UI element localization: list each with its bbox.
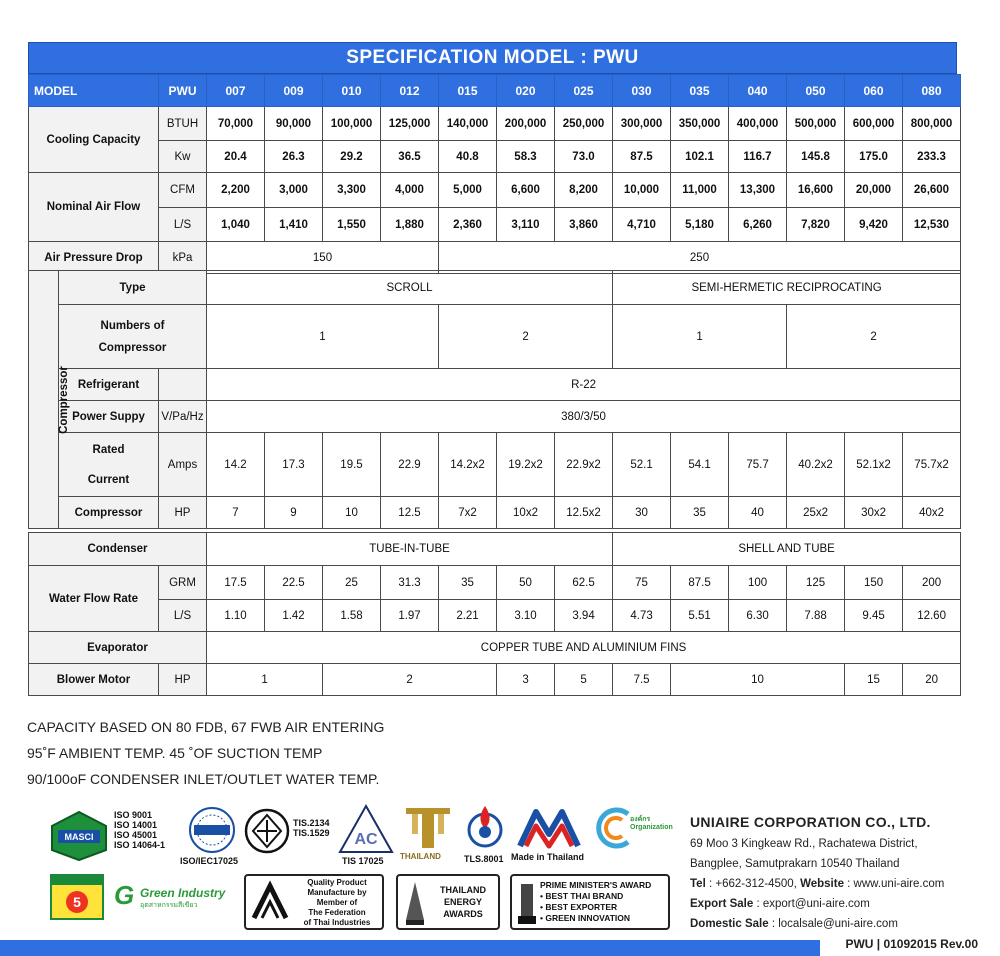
green-industry-label: Green Industry <box>140 886 226 900</box>
evaporator-label: Evaporator <box>29 632 207 664</box>
table-cell: 6,600 <box>497 173 555 208</box>
table-cell: 31.3 <box>381 566 439 600</box>
unit-hp: HP <box>159 497 207 529</box>
table-cell: 102.1 <box>671 141 729 173</box>
table-cell: 2,360 <box>439 208 497 242</box>
table-cell: 7 <box>207 497 265 529</box>
table-cell: 6,260 <box>729 208 787 242</box>
header-row <box>29 75 961 107</box>
table-cell: 22.9 <box>381 433 439 497</box>
note-line: CAPACITY BASED ON 80 FDB, 67 FWB AIR ENTERING <box>27 719 385 735</box>
model-020: 020 <box>497 75 555 107</box>
table-cell: SHELL AND TUBE <box>613 533 961 566</box>
table-cell: 10x2 <box>497 497 555 529</box>
note-line: 95˚F AMBIENT TEMP. 45 ˚OF SUCTION TEMP <box>27 745 323 761</box>
iso-item: ISO 45001 <box>114 830 158 840</box>
table-cell: SCROLL <box>207 271 613 305</box>
company-name: UNIAIRE CORPORATION CO., LTD. <box>690 814 931 830</box>
model-009: 009 <box>265 75 323 107</box>
fti-line: The Federation <box>308 908 366 917</box>
table-cell: 75 <box>613 566 671 600</box>
table-cell: 250,000 <box>555 107 613 141</box>
model-030: 030 <box>613 75 671 107</box>
table-cell: 300,000 <box>613 107 671 141</box>
table-cell: 9.45 <box>845 600 903 632</box>
table-cell: 10 <box>323 497 381 529</box>
table-cell: 87.5 <box>671 566 729 600</box>
unit-ls-water: L/S <box>159 600 207 632</box>
table-cell: 1,410 <box>265 208 323 242</box>
table-cell: 16,600 <box>787 173 845 208</box>
unit-kw: Kw <box>159 141 207 173</box>
refrigerant-row <box>29 369 961 401</box>
table-cell: 40x2 <box>903 497 961 529</box>
compressor-numbers-row <box>29 305 961 369</box>
svg-text:AC: AC <box>354 831 378 848</box>
table-cell: 200 <box>903 566 961 600</box>
tls-label: TLS.8001 <box>464 854 504 864</box>
table-cell: 25 <box>323 566 381 600</box>
table-cell: 2 <box>323 664 497 696</box>
table-cell: 75.7x2 <box>903 433 961 497</box>
energy-awards-badge <box>396 874 500 930</box>
trophy-icon <box>404 880 426 926</box>
green-industry-th: อุตสาหกรรมสีเขียว <box>140 902 198 909</box>
table-cell: 5,180 <box>671 208 729 242</box>
unit-amps: Amps <box>159 433 207 497</box>
energy-label-number: 5 <box>73 894 81 910</box>
company-domestic <box>690 914 990 934</box>
table-cell: 1.58 <box>323 600 381 632</box>
table-cell: 73.0 <box>555 141 613 173</box>
table-cell: 150 <box>845 566 903 600</box>
table-cell: 3 <box>497 664 555 696</box>
table-cell: 1 <box>207 664 323 696</box>
table-cell: 10 <box>671 664 845 696</box>
note-line: 90/100oF CONDENSER INLET/OUTLET WATER TEMP. <box>27 771 380 787</box>
company-export <box>690 894 990 914</box>
table-cell: 7,820 <box>787 208 845 242</box>
company-contact <box>690 874 990 894</box>
table-cell: COPPER TUBE AND ALUMINIUM FINS <box>207 632 961 664</box>
pm-award-item: • BEST EXPORTER <box>540 902 618 912</box>
energy-awards-text <box>430 884 496 920</box>
table-cell: 6.30 <box>729 600 787 632</box>
tis-item: TIS.2134 <box>293 818 330 828</box>
unit-hp-blower: HP <box>159 664 207 696</box>
table-cell: 175.0 <box>845 141 903 173</box>
model-015: 015 <box>439 75 497 107</box>
fti-badge <box>244 874 384 930</box>
pressure-drop-row <box>29 242 961 274</box>
model-035: 035 <box>671 75 729 107</box>
table-cell: 500,000 <box>787 107 845 141</box>
condenser-row <box>29 533 961 566</box>
pm-award-item: • BEST THAI BRAND <box>540 891 624 901</box>
compressor-table <box>28 270 961 529</box>
model-025: 025 <box>555 75 613 107</box>
table-cell: 3.94 <box>555 600 613 632</box>
tis-list <box>293 818 330 838</box>
airflow-ls-row <box>29 208 961 242</box>
table-cell: 1.97 <box>381 600 439 632</box>
domestic-email[interactable]: : localsale@uni-aire.com <box>768 918 898 930</box>
table-cell: 25x2 <box>787 497 845 529</box>
table-cell: 4.73 <box>613 600 671 632</box>
air-flow-label: Nominal Air Flow <box>29 173 159 242</box>
rated-line1: Rated <box>92 443 125 456</box>
model-010: 010 <box>323 75 381 107</box>
energy-awards-line: THAILAND <box>440 885 486 895</box>
pm-award-item: • GREEN INNOVATION <box>540 913 631 923</box>
table-cell: 20,000 <box>845 173 903 208</box>
evaporator-row <box>29 632 961 664</box>
table-cell: 100,000 <box>323 107 381 141</box>
table-cell: 12.60 <box>903 600 961 632</box>
unit-empty <box>159 369 207 401</box>
compressor-group-label: Compressor <box>57 365 70 434</box>
table-cell: 52.1x2 <box>845 433 903 497</box>
table-cell: 90,000 <box>265 107 323 141</box>
table-cell: 30x2 <box>845 497 903 529</box>
series-header: PWU <box>159 75 207 107</box>
airflow-cfm-row <box>29 173 961 208</box>
table-cell: 233.3 <box>903 141 961 173</box>
table-cell: 11,000 <box>671 173 729 208</box>
power-supply-label: Power Suppy <box>59 401 159 433</box>
table-cell: 3,860 <box>555 208 613 242</box>
table-cell: 1,040 <box>207 208 265 242</box>
unit-btuh: BTUH <box>159 107 207 141</box>
model-080: 080 <box>903 75 961 107</box>
table-cell: 8,200 <box>555 173 613 208</box>
table-cell: 35 <box>439 566 497 600</box>
table-cell: 14.2 <box>207 433 265 497</box>
table-cell: 1 <box>613 305 787 369</box>
model-012: 012 <box>381 75 439 107</box>
table-cell: 7.5 <box>613 664 671 696</box>
table-cell: 36.5 <box>381 141 439 173</box>
table-cell: 29.2 <box>323 141 381 173</box>
cooling-kw-row <box>29 141 961 173</box>
table-cell: 40 <box>729 497 787 529</box>
unit-cfm: CFM <box>159 173 207 208</box>
table-cell: 200,000 <box>497 107 555 141</box>
tis-logo <box>244 808 290 854</box>
green-industry-g-icon: G <box>114 880 135 910</box>
table-cell: 150 <box>207 242 439 274</box>
table-cell: 22.5 <box>265 566 323 600</box>
water-grm-row <box>29 566 961 600</box>
fti-text <box>292 878 382 928</box>
power-supply-row <box>29 401 961 433</box>
compressor-group <box>29 271 70 529</box>
table-cell: 4,710 <box>613 208 671 242</box>
cooling-btuh-row <box>29 107 961 141</box>
compressor-hp-label: Compressor <box>59 497 159 529</box>
table-cell: 1.10 <box>207 600 265 632</box>
table-cell: 250 <box>439 242 961 274</box>
table-cell: 26,600 <box>903 173 961 208</box>
iso-item: ISO 14064-1 <box>114 840 166 850</box>
table-cell: 350,000 <box>671 107 729 141</box>
table-cell: 5.51 <box>671 600 729 632</box>
unit-ls: L/S <box>159 208 207 242</box>
export-label: Export Sale <box>690 898 754 910</box>
table-cell: 12,530 <box>903 208 961 242</box>
table-cell: 800,000 <box>903 107 961 141</box>
table-cell: 22.9x2 <box>555 433 613 497</box>
model-007: 007 <box>207 75 265 107</box>
table-cell: 4,000 <box>381 173 439 208</box>
table-cell: 54.1 <box>671 433 729 497</box>
table-cell: 40.2x2 <box>787 433 845 497</box>
table-cell: 12.5x2 <box>555 497 613 529</box>
compressor-numbers-label <box>59 305 207 369</box>
table-cell: 26.3 <box>265 141 323 173</box>
table-cell: 15 <box>845 664 903 696</box>
pm-award-badge <box>510 874 670 930</box>
ilac-logo <box>188 806 236 854</box>
table-cell: 58.3 <box>497 141 555 173</box>
table-cell: 17.3 <box>265 433 323 497</box>
model-060: 060 <box>845 75 903 107</box>
table-cell: 17.5 <box>207 566 265 600</box>
table-cell: 7x2 <box>439 497 497 529</box>
table-cell: 1 <box>207 305 439 369</box>
compressor-hp-row <box>29 497 961 529</box>
table-cell: 5,000 <box>439 173 497 208</box>
masci-logo <box>50 810 108 862</box>
table-cell: 9,420 <box>845 208 903 242</box>
iso17025-label: ISO/IEC17025 <box>180 856 239 866</box>
model-040: 040 <box>729 75 787 107</box>
export-email[interactable]: : export@uni-aire.com <box>753 898 870 910</box>
table-cell: 7.88 <box>787 600 845 632</box>
company-info <box>690 812 990 934</box>
cooling-capacity-label: Cooling Capacity <box>29 107 159 173</box>
table-cell: 19.5 <box>323 433 381 497</box>
table-cell: 1,550 <box>323 208 381 242</box>
table-cell: 12.5 <box>381 497 439 529</box>
green-org-line: Organization <box>630 824 673 831</box>
pm-trophy-icon <box>516 880 538 926</box>
condenser-label: Condenser <box>29 533 207 566</box>
web-label: Website <box>800 878 844 890</box>
compressor-type-row <box>29 271 961 305</box>
energy-awards-line: ENERGY <box>443 897 482 907</box>
table-cell: 145.8 <box>787 141 845 173</box>
model-header: MODEL <box>29 75 159 107</box>
numbers-label-line2: Compressor <box>98 341 167 354</box>
document-code: PWU | 01092015 Rev.00 <box>845 937 978 951</box>
table-cell: 600,000 <box>845 107 903 141</box>
table-cell: 9 <box>265 497 323 529</box>
blower-row <box>29 664 961 696</box>
table-cell: 13,300 <box>729 173 787 208</box>
table-cell: 19.2x2 <box>497 433 555 497</box>
energy-awards-line: AWARDS <box>443 909 483 919</box>
table-cell: 30 <box>613 497 671 529</box>
tel-value: : +662-312-4500, <box>705 878 801 890</box>
table-cell: 10,000 <box>613 173 671 208</box>
table-cell: 2 <box>439 305 613 369</box>
unit-kpa: kPa <box>159 242 207 274</box>
tis-item: TIS.1529 <box>293 828 330 838</box>
company-address-1: 69 Moo 3 Kingkeaw Rd., Rachatewa District, <box>690 838 918 850</box>
company-address-2: Bangplee, Samutprakarn 10540 Thailand <box>690 858 900 870</box>
table-cell: 75.7 <box>729 433 787 497</box>
compressor-type-label: Type <box>59 271 207 305</box>
web-value[interactable]: : www.uni-aire.com <box>843 878 945 890</box>
table-cell: 2 <box>787 305 961 369</box>
thailand-trusted-logo <box>402 806 454 850</box>
table-cell: 40.8 <box>439 141 497 173</box>
table-cell: TUBE-IN-TUBE <box>207 533 613 566</box>
fti-line: Member of <box>316 898 358 907</box>
spec-table <box>28 74 961 274</box>
unit-power: V/Pa/Hz <box>159 401 207 433</box>
energy-label-logo <box>50 874 104 920</box>
table-cell: 52.1 <box>613 433 671 497</box>
fti-line: of Thai Industries <box>303 918 371 927</box>
table-cell: 1,880 <box>381 208 439 242</box>
made-in-thailand-label: Made in Thailand <box>511 852 585 862</box>
rated-current-row <box>29 433 961 497</box>
fti-icon <box>250 882 290 922</box>
thailand-trusted-label: THAILAND <box>400 852 441 861</box>
table-cell: 5 <box>555 664 613 696</box>
table-cell: 14.2x2 <box>439 433 497 497</box>
table-cell: 400,000 <box>729 107 787 141</box>
table-cell: 1.42 <box>265 600 323 632</box>
lower-table <box>28 532 961 696</box>
table-cell: SEMI-HERMETIC RECIPROCATING <box>613 271 961 305</box>
water-flow-label: Water Flow Rate <box>29 566 159 632</box>
table-cell: 125 <box>787 566 845 600</box>
green-organization-label <box>630 816 673 832</box>
table-cell: 70,000 <box>207 107 265 141</box>
table-cell: 62.5 <box>555 566 613 600</box>
iso-list <box>114 810 165 850</box>
table-cell: 3,000 <box>265 173 323 208</box>
table-cell: 140,000 <box>439 107 497 141</box>
notes <box>27 714 384 792</box>
table-cell: 125,000 <box>381 107 439 141</box>
table-cell: 3,110 <box>497 208 555 242</box>
pressure-drop-label: Air Pressure Drop <box>29 242 159 274</box>
numbers-label-line1: Numbers of <box>100 319 165 332</box>
unit-grm: GRM <box>159 566 207 600</box>
table-cell: 2.21 <box>439 600 497 632</box>
table-cell: R-22 <box>207 369 961 401</box>
pm-award-text <box>540 880 651 924</box>
rated-line2: Current <box>87 473 130 486</box>
model-050: 050 <box>787 75 845 107</box>
table-cell: 50 <box>497 566 555 600</box>
table-cell: 116.7 <box>729 141 787 173</box>
made-in-thailand-logo <box>516 804 582 850</box>
table-cell: 20 <box>903 664 961 696</box>
iso-item: ISO 9001 <box>114 810 153 820</box>
table-cell: 3,300 <box>323 173 381 208</box>
table-cell: 20.4 <box>207 141 265 173</box>
rated-current-label <box>59 433 159 497</box>
table-cell: 100 <box>729 566 787 600</box>
refrigerant-label: Refrigerant <box>59 369 159 401</box>
table-cell: 380/3/50 <box>207 401 961 433</box>
tis17025-logo <box>338 804 394 854</box>
table-cell: 35 <box>671 497 729 529</box>
table-cell: 87.5 <box>613 141 671 173</box>
table-cell: 3.10 <box>497 600 555 632</box>
blower-label: Blower Motor <box>29 664 159 696</box>
tls-logo <box>464 802 506 850</box>
tel-label: Tel <box>690 878 706 890</box>
fti-line: Manufacture by <box>307 888 367 897</box>
tis17025-label: TIS 17025 <box>342 856 384 866</box>
spec-title: SPECIFICATION MODEL : PWU <box>28 42 957 74</box>
table-cell: 2,200 <box>207 173 265 208</box>
green-org-line: องค์กร <box>630 816 651 823</box>
water-ls-row <box>29 600 961 632</box>
iso-item: ISO 14001 <box>114 820 158 830</box>
domestic-label: Domestic Sale <box>690 918 769 930</box>
certification-logos <box>0 800 690 940</box>
fti-line: Quality Product <box>307 878 367 887</box>
masci-text: MASCI <box>64 832 94 842</box>
pm-award-title: PRIME MINISTER'S AWARD <box>540 880 652 890</box>
